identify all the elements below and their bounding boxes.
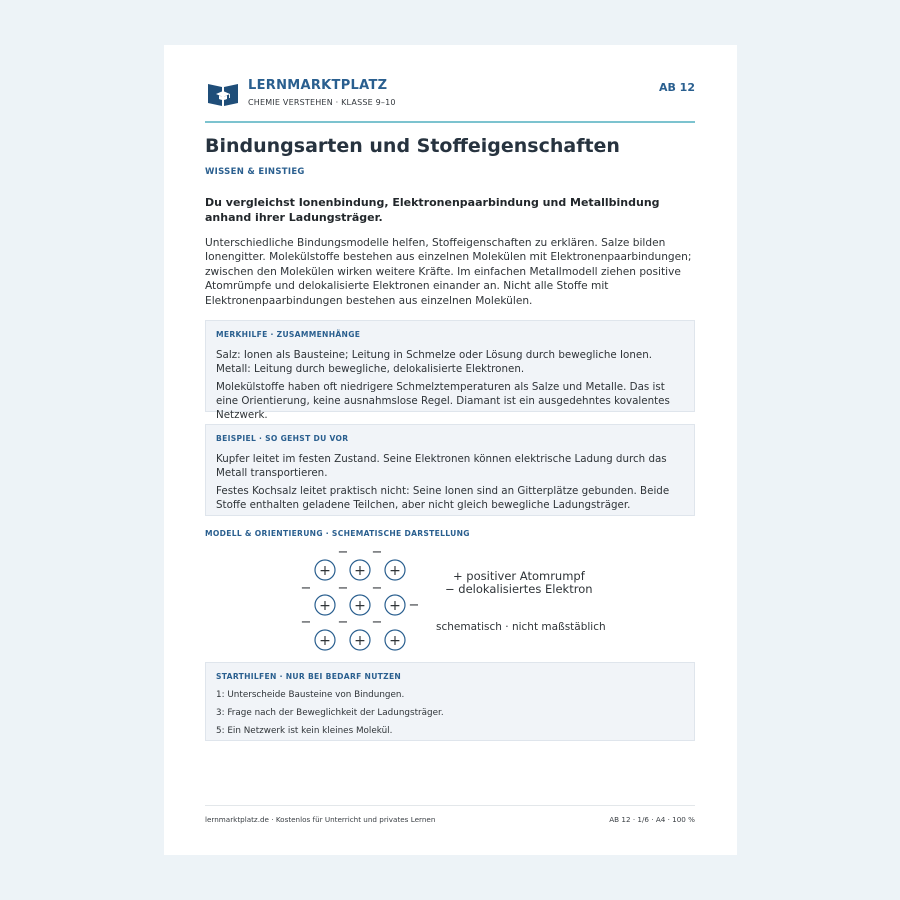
footer-page-info: AB 12 · 1/6 · A4 · 100 % [609,815,695,824]
svg-text:+: + [354,563,366,579]
svg-text:+: + [319,563,331,579]
starthilfen-box [205,662,695,741]
electron: − [371,615,383,630]
worksheet-code: AB 12 [658,81,695,94]
electron: − [408,598,420,613]
book-graduation-cap-icon [207,81,239,107]
merkhilfe-heading: MERKHILFE · ZUSAMMENHÄNGE [216,330,361,339]
model-heading: MODELL & ORIENTIERUNG · SCHEMATISCHE DARSTELLUNG [205,529,470,538]
intro-paragraph: Unterschiedliche Bindungsmodelle helfen, Stoffeigenschaften zu erklären. Salze bilden Ionengitter. Molekülstoffe bestehen aus einzelnen Molekülen mit Elektronenpaarbindungen; zwischen den Molekülen wirken weitere Kräfte. Im einfachen Metallmodell ziehen positive Atomrümpfe und delokalisierte Elektronen einander an. Nicht alle Stoffe mit Elektronenpaarbindungen bestehen aus einzelnen Molekülen. [205,237,692,307]
worksheet-page [164,45,737,855]
electron: − [337,545,349,560]
merkhilfe-box [205,320,695,421]
header-divider [205,121,695,123]
svg-text:+: + [354,598,366,614]
metal-bond-diagram [205,540,695,655]
atom-core [385,630,405,650]
atom-core [350,595,370,615]
svg-text:+: + [389,563,401,579]
svg-text:+: + [319,598,331,614]
hint-item: 5: Ein Netzwerk ist kein kleines Molekül. [216,726,393,736]
legend-plus: + positiver Atomrumpf [453,569,585,583]
merkhilfe-text-2: Molekülstoffe haben oft niedrigere Schmelztemperaturen als Salze und Metalle. Das ist eine Orientierung, keine ausnahmslose Regel. Diamant ist ein ausgedehntes kovalentes Netzwerk. [216,381,670,421]
diagram-note: schematisch · nicht maßstäblich [436,621,606,633]
electron: − [337,581,349,596]
footer-credit: lernmarktplatz.de · Kostenlos für Unterricht und privates Lernen [205,815,436,824]
brand-name: LERNMARKTPLATZ [248,78,388,93]
page-title: Bindungsarten und Stoffeigenschaften [205,135,620,157]
merkhilfe-text-1: Salz: Ionen als Bausteine; Leitung in Schmelze oder Lösung durch bewegliche Ionen. Metall: Leitung durch bewegliche, delokalisierte Elektronen. [216,349,652,375]
hint-item: 3: Frage nach der Beweglichkeit der Ladungsträger. [216,708,444,718]
atom-core [350,630,370,650]
beispiel-box [205,424,695,516]
section-label: WISSEN & EINSTIEG [205,167,305,177]
hint-item: 1: Unterscheide Bausteine von Bindungen. [216,690,405,700]
footer-divider [205,805,695,806]
atom-core [385,595,405,615]
electron: − [300,581,312,596]
beispiel-text-2: Festes Kochsalz leitet praktisch nicht: Seine Ionen sind an Gitterplätze gebunden. Beide Stoffe enthalten geladene Teilchen, aber nicht gleich bewegliche Ladungsträger. [216,485,670,511]
svg-text:+: + [389,598,401,614]
svg-text:+: + [354,633,366,649]
svg-text:+: + [319,633,331,649]
atom-core [385,560,405,580]
learning-goal: Du vergleichst Ionenbindung, Elektronenpaarbindung und Metallbindung anhand ihrer Ladungsträger. [205,196,660,224]
electron: − [371,545,383,560]
atom-core [315,630,335,650]
electron: − [371,581,383,596]
electron: − [300,615,312,630]
legend-minus: − delokalisiertes Elektron [445,582,593,596]
atom-core [350,560,370,580]
beispiel-heading: BEISPIEL · SO GEHST DU VOR [216,434,349,443]
svg-text:+: + [389,633,401,649]
atom-core [315,595,335,615]
brand-subtitle: CHEMIE VERSTEHEN · KLASSE 9–10 [248,98,396,107]
atom-core [315,560,335,580]
electron: − [337,615,349,630]
starthilfen-heading: STARTHILFEN · NUR BEI BEDARF NUTZEN [216,672,402,681]
beispiel-text-1: Kupfer leitet im festen Zustand. Seine Elektronen können elektrische Ladung durch das Metall transportieren. [216,453,667,479]
